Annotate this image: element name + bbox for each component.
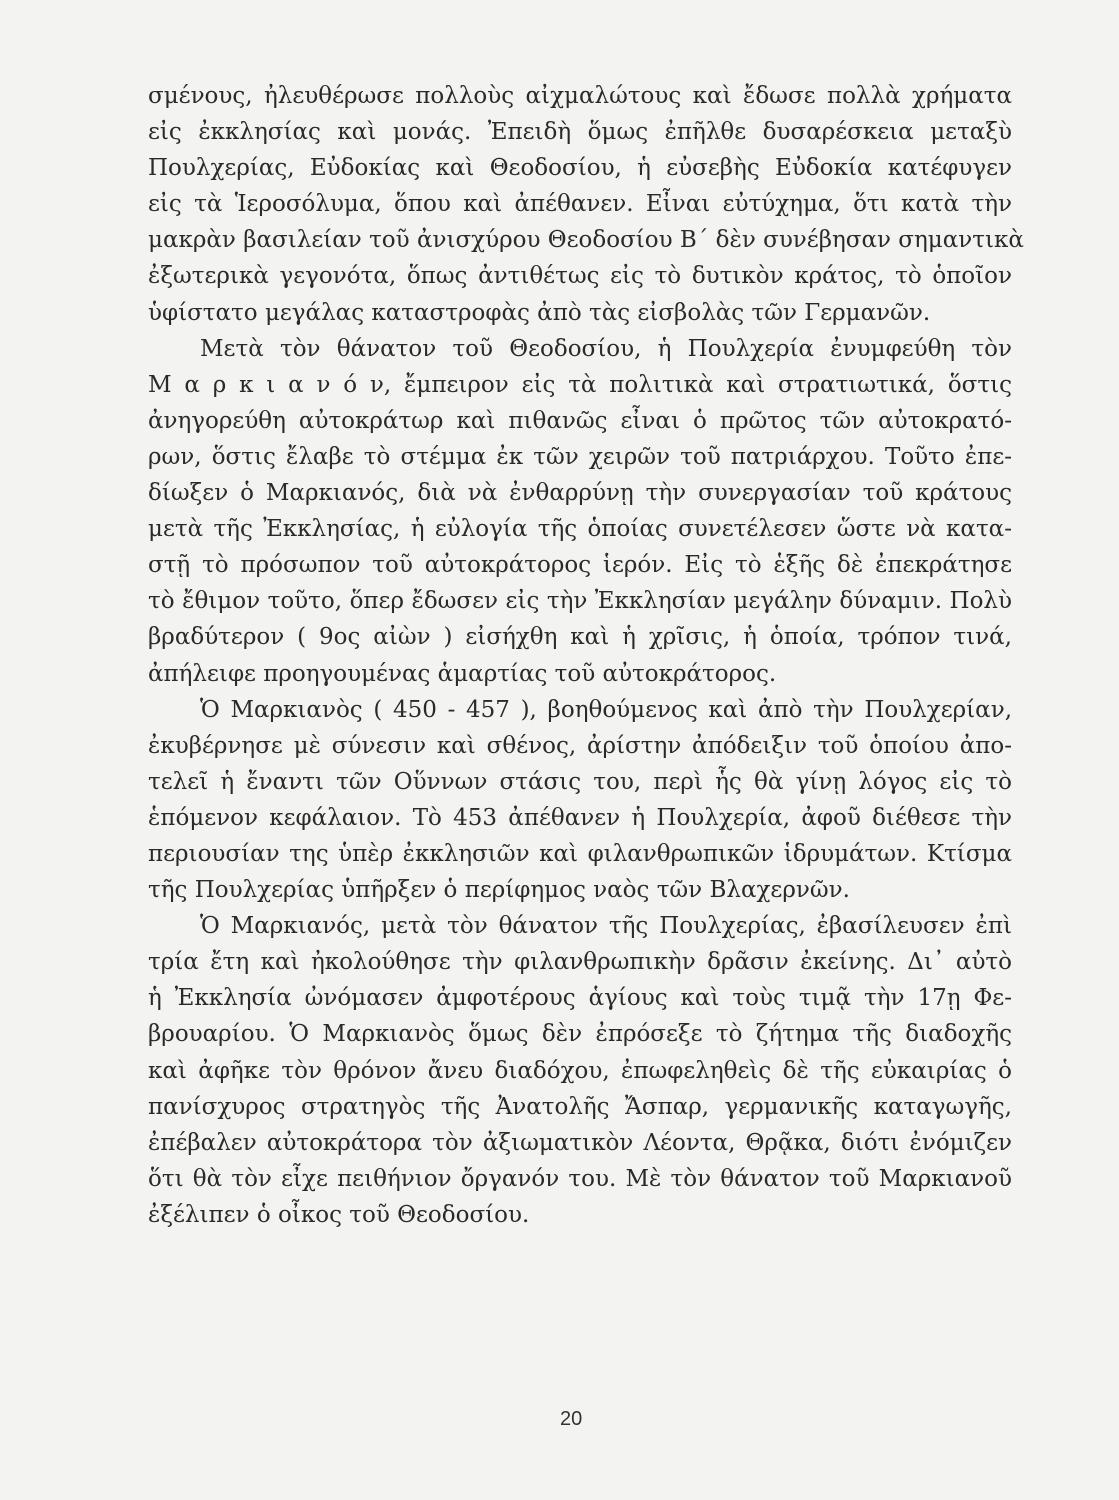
text-line: εἰς ἐκκλησίας καὶ μονάς. Ἐπειδὴ ὅμως ἐπῆλθε δυσαρέσκεια μεταξὺ [148,119,1012,146]
text-line: ὑφίστατο μεγάλας καταστροφὰς ἀπὸ τὰς εἰσβολὰς τῶν Γερμανῶν. [148,299,931,326]
paragraph [148,331,1012,692]
text-line: Ὁ Μαρκιανός, μετὰ τὸν θάνατον τῆς Πουλχερίας, ἐβασίλευσεν ἐπὶ [200,913,1012,940]
text-line: μακρὰν βασιλείαν τοῦ ἀνισχύρου Θεοδοσίου Β΄ δὲν συνέβησαν σημαντικὰ [148,227,1024,254]
text-line: μετὰ τῆς Ἐκκλησίας, ἡ εὐλογία τῆς ὁποίας συνετέλεσεν ὥστε νὰ κατα- [148,516,1012,543]
text-line: ρων, ὅστις ἔλαβε τὸ στέμμα ἐκ τῶν χειρῶν τοῦ πατριάρχου. Τοῦτο ἐπε- [148,443,1012,470]
text-line: καὶ ἀφῆκε τὸν θρόνον ἄνευ διαδόχου, ἐπωφεληθεὶς δὲ τῆς εὐκαιρίας ὁ [148,1057,1012,1084]
text-line: δίωξεν ὁ Μαρκιανός, διὰ νὰ ἐνθαρρύνῃ τὴν συνεργασίαν τοῦ κράτους [148,480,1012,507]
text-line: Πουλχερίας, Εὐδοκίας καὶ Θεοδοσίου, ἡ εὐσεβὴς Εὐδοκία κατέφυγεν [148,155,1012,182]
text-line: Μετὰ τὸν θάνατον τοῦ Θεοδοσίου, ἡ Πουλχερία ἐνυμφεύθη τὸν [200,335,1012,362]
page-body [148,78,1024,1233]
text-line: ἐκυβέρνησε μὲ σύνεσιν καὶ σθένος, ἀρίστην ἀπόδειξιν τοῦ ὁποίου ἀπο- [148,732,1012,759]
text-line: ἑπόμενον κεφάλαιον. Τὸ 453 ἀπέθανεν ἡ Πουλχερία, ἀφοῦ διέθεσε τὴν [148,804,1012,831]
text-line: ἐπέβαλεν αὐτοκράτορα τὸν ἀξιωματικὸν Λέοντα, Θρᾷκα, διότι ἐνόμιζεν [148,1129,1012,1156]
text-line: στῇ τὸ πρόσωπον τοῦ αὐτοκράτορος ἱερόν. Εἰς τὸ ἑξῆς δὲ ἐπεκράτησε [148,552,1012,579]
text-line: ἀνηγορεύθη αὐτοκράτωρ καὶ πιθανῶς εἶναι ὁ πρῶτος τῶν αὐτοκρατό- [148,407,1012,434]
text-line: ἐξέλιπεν ὁ οἶκος τοῦ Θεοδοσίου. [148,1201,530,1228]
text-line: Ὁ Μαρκιανὸς ( 450 - 457 ), βοηθούμενος καὶ ἀπὸ τὴν Πουλχερίαν, [200,696,1012,723]
text-line: βραδύτερον ( 9ος αἰὼν ) εἰσήχθη καὶ ἡ χρῖσις, ἡ ὁποία, τρόπον τινά, [148,624,1012,651]
text-line: εἰς τὰ Ἱεροσόλυμα, ὅπου καὶ ἀπέθανεν. Εἶναι εὐτύχημα, ὅτι κατὰ τὴν [148,191,1012,218]
text-line: τελεῖ ἡ ἔναντι τῶν Οὕννων στάσις του, περὶ ἧς θὰ γίνῃ λόγος εἰς τὸ [148,768,1012,795]
page-number: 20 [560,1408,583,1430]
paragraph [148,692,1012,909]
text-line: πανίσχυρος στρατηγὸς τῆς Ἀνατολῆς Ἄσπαρ, γερμανικῆς καταγωγῆς, [148,1093,1012,1120]
paragraph [148,908,1012,1233]
text-line: Μ α ρ κ ι α ν ό ν, ἔμπειρον εἰς τὰ πολιτικὰ καὶ στρατιωτικά, ὅστις [148,371,1012,398]
text-line: ὅτι θὰ τὸν εἶχε πειθήνιον ὄργανόν του. Μὲ τὸν θάνατον τοῦ Μαρκιανοῦ [148,1165,1012,1192]
text-line: ἡ Ἐκκλησία ὠνόμασεν ἀμφοτέρους ἁγίους καὶ τοὺς τιμᾷ τὴν 17ῃ Φε- [148,985,1012,1012]
text-line: τῆς Πουλχερίας ὑπῆρξεν ὁ περίφημος ναὸς τῶν Βλαχερνῶν. [148,877,850,904]
text-line: περιουσίαν της ὑπὲρ ἐκκλησιῶν καὶ φιλανθρωπικῶν ἱδρυμάτων. Κτίσμα [148,840,1012,867]
text-line: ἐξωτερικὰ γεγονότα, ὅπως ἀντιθέτως εἰς τὸ δυτικὸν κράτος, τὸ ὁποῖον [148,263,1012,290]
text-line: τρία ἔτη καὶ ἠκολούθησε τὴν φιλανθρωπικὴν δρᾶσιν ἐκείνης. Δι᾽ αὐτὸ [148,949,1012,976]
text-line: βρουαρίου. Ὁ Μαρκιανὸς ὅμως δὲν ἐπρόσεξε τὸ ζήτημα τῆς διαδοχῆς [148,1021,1012,1048]
text-line: σμένους, ἠλευθέρωσε πολλοὺς αἰχμαλώτους καὶ ἔδωσε πολλὰ χρήματα [148,83,1012,109]
paragraph [148,78,1024,331]
text-line: τὸ ἔθιμον τοῦτο, ὅπερ ἔδωσεν εἰς τὴν Ἐκκλησίαν μεγάλην δύναμιν. Πολὺ [148,588,1012,615]
text-line: ἀπήλειφε προηγουμένας ἁμαρτίας τοῦ αὐτοκράτορος. [148,660,777,687]
